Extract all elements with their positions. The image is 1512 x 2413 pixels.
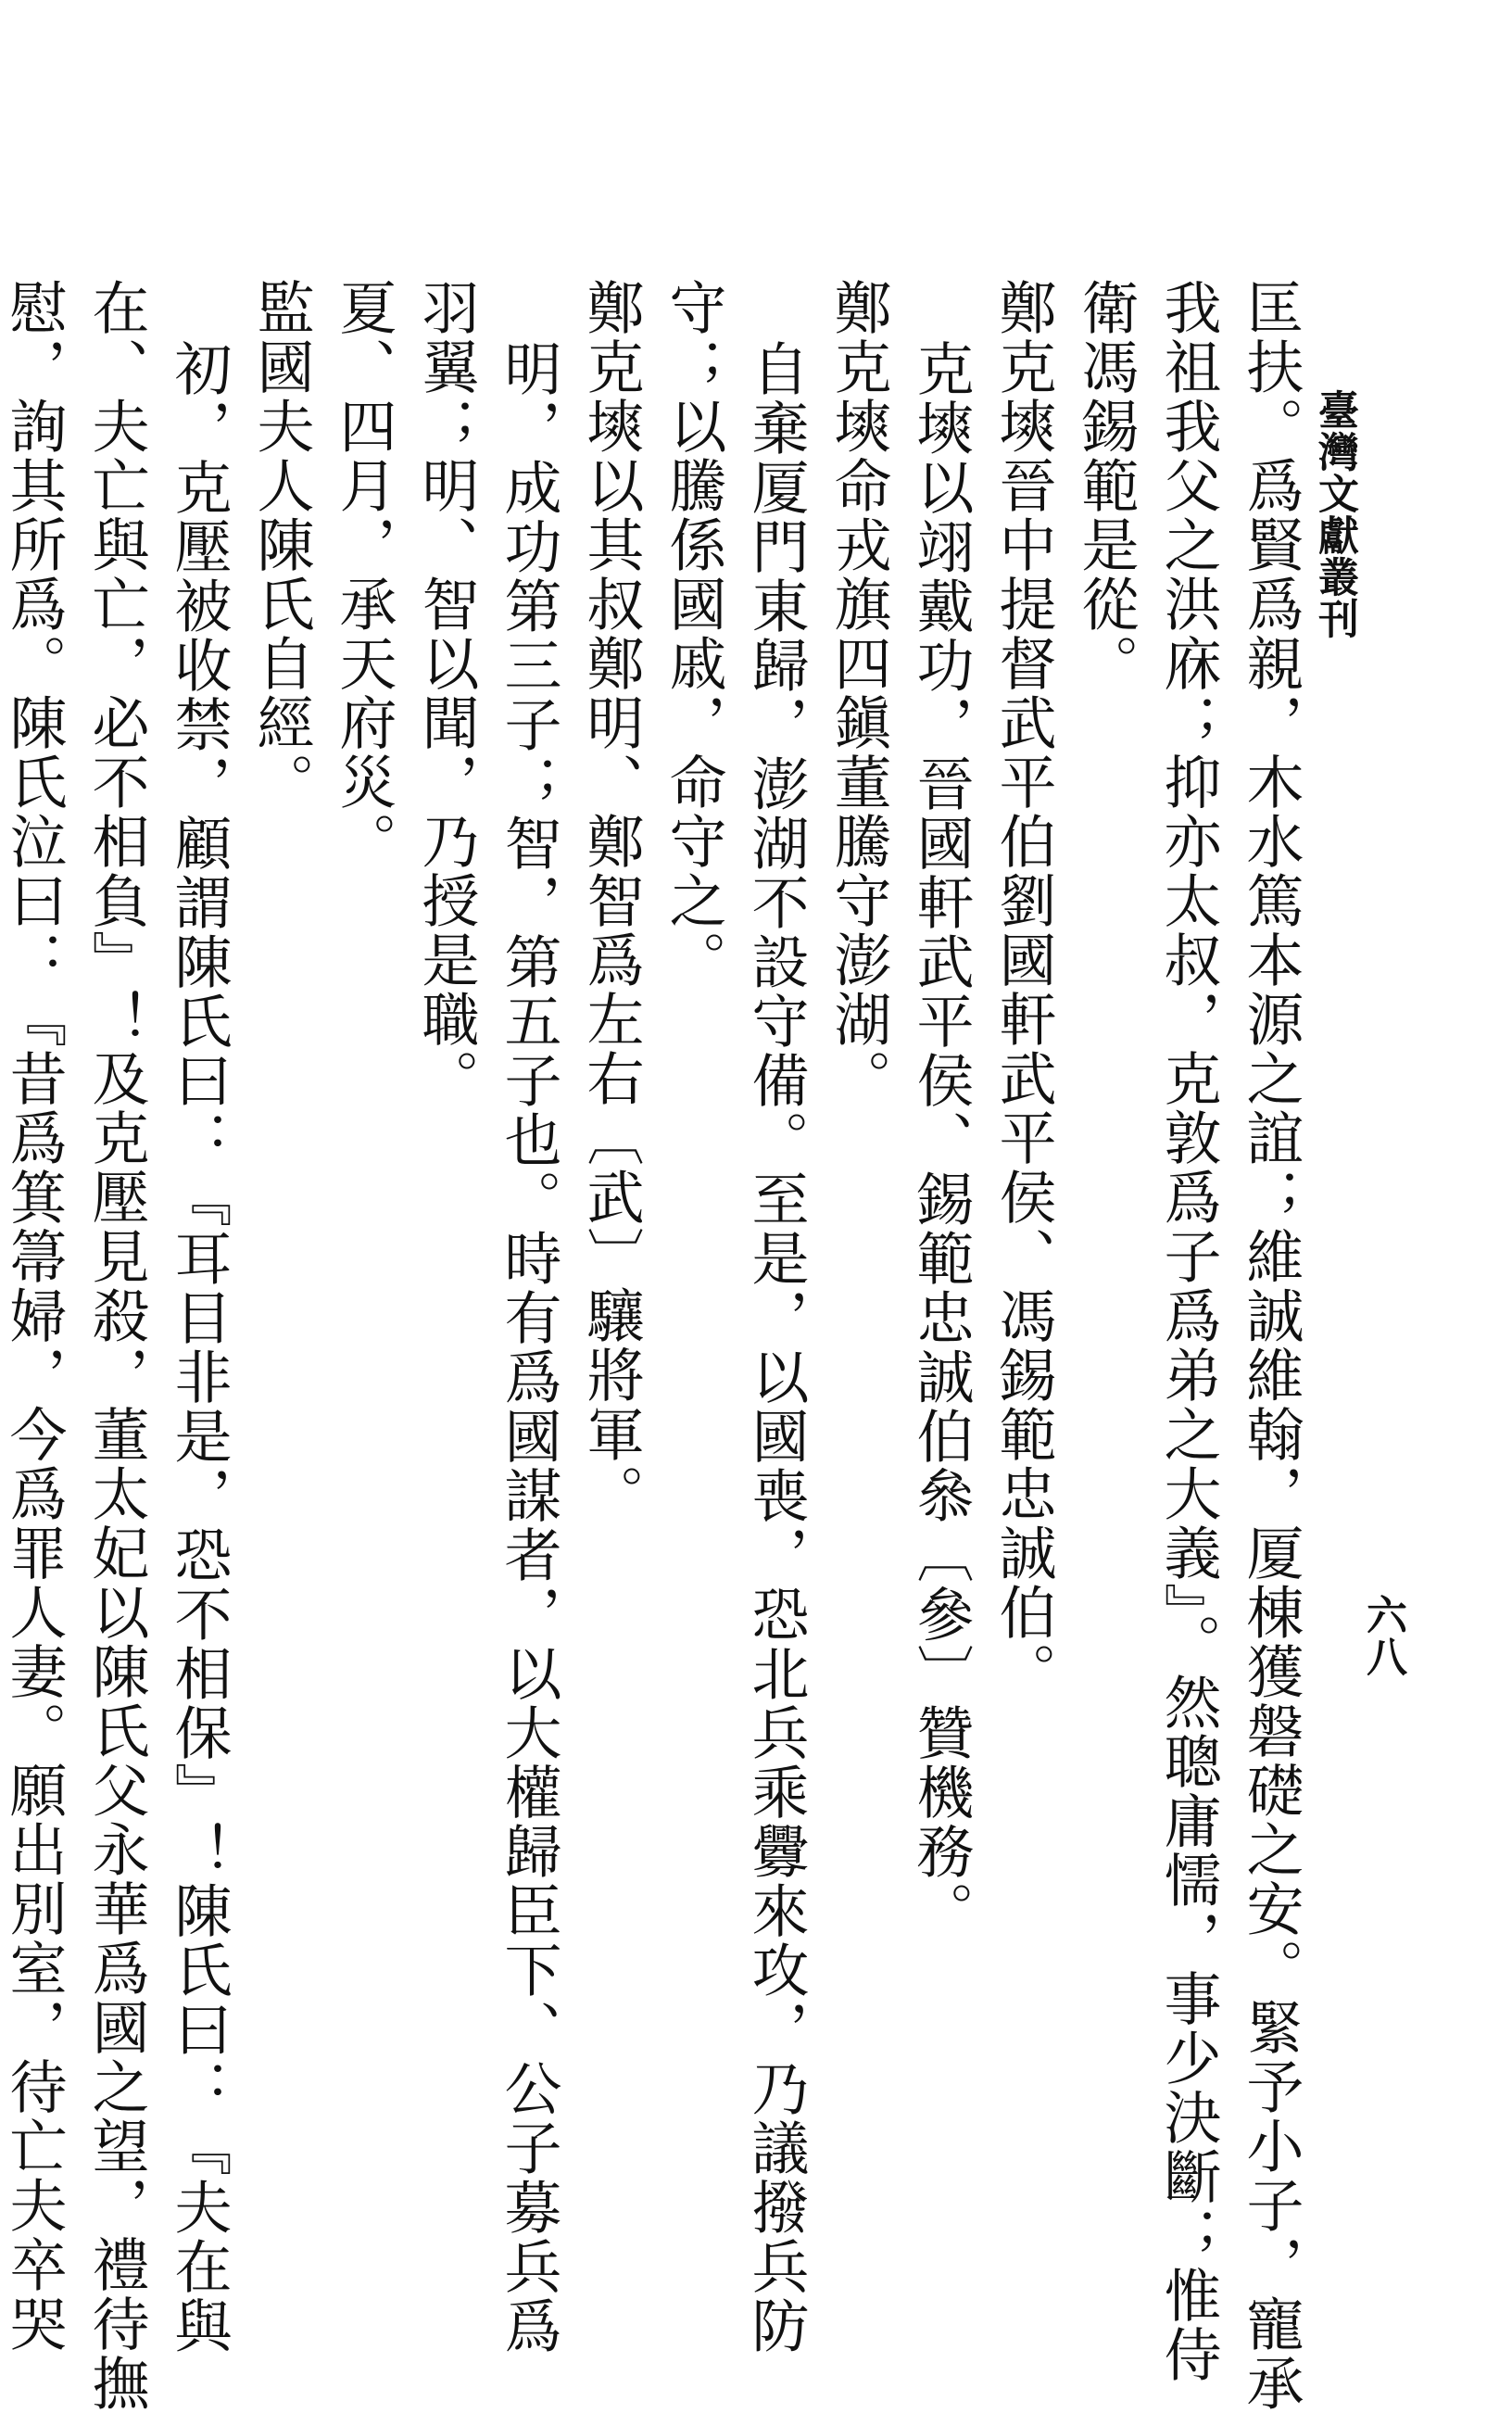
text-column-9: 鄭克塽以其叔鄭明、鄭智爲左右〔武〕驤將軍。 — [577, 278, 645, 1523]
text-column-1: 匡扶。爲賢爲親，木水篤本源之誼；維誠維翰，厦棟獲磐礎之安。緊予小子，寵承 — [1237, 278, 1304, 2413]
text-column-4: 鄭克塽晉中提督武平伯劉國軒武平侯、馮錫範忠誠伯。 — [989, 278, 1057, 1701]
page-number: 六八 — [1359, 1594, 1406, 1677]
text-column-2: 我祖我父之洪庥；抑亦太叔，克敦爲子爲弟之大義』。然聰庸懦，事少決斷；惟侍 — [1154, 278, 1222, 2384]
text-column-14: 初，克壓被收禁，顧謂陳氏曰：『耳目非是，恐不相保』！陳氏曰：『夫在與 — [165, 339, 233, 2356]
text-column-8: 守；以騰係國戚，命守之。 — [660, 278, 727, 990]
text-column-3: 衛馮錫範是從。 — [1072, 278, 1140, 693]
running-title: 臺灣文獻叢刊 — [1311, 389, 1358, 639]
text-column-7: 自棄厦門東歸，澎湖不設守備。至是，以國喪，恐北兵乘釁來攻，乃議撥兵防 — [742, 339, 810, 2356]
text-column-10: 明，成功第三子；智，第五子也。時有爲國謀者，以大權歸臣下、公子募兵爲 — [495, 339, 562, 2356]
text-column-6: 鄭克塽命戎旗四鎭董騰守澎湖。 — [825, 278, 892, 1108]
text-column-12: 夏、四月，承天府災。 — [330, 278, 397, 871]
text-column-5: 克塽以翊戴功，晉國軒武平侯、錫範忠誠伯叅〔參〕贊機務。 — [907, 339, 975, 1940]
text-column-13: 監國夫人陳氏自經。 — [247, 278, 315, 812]
text-column-11: 羽翼；明、智以聞，乃授是職。 — [412, 278, 480, 1108]
text-column-15: 在、夫亡與亡，必不相負』！及克壓見殺，董太妃以陳氏父永華爲國之望，禮待撫 — [82, 278, 150, 2413]
text-column-16: 慰，詢其所爲。陳氏泣曰：『昔爲箕箒婦，今爲罪人妻。願出別室，待亡夫卒哭 — [0, 278, 68, 2354]
